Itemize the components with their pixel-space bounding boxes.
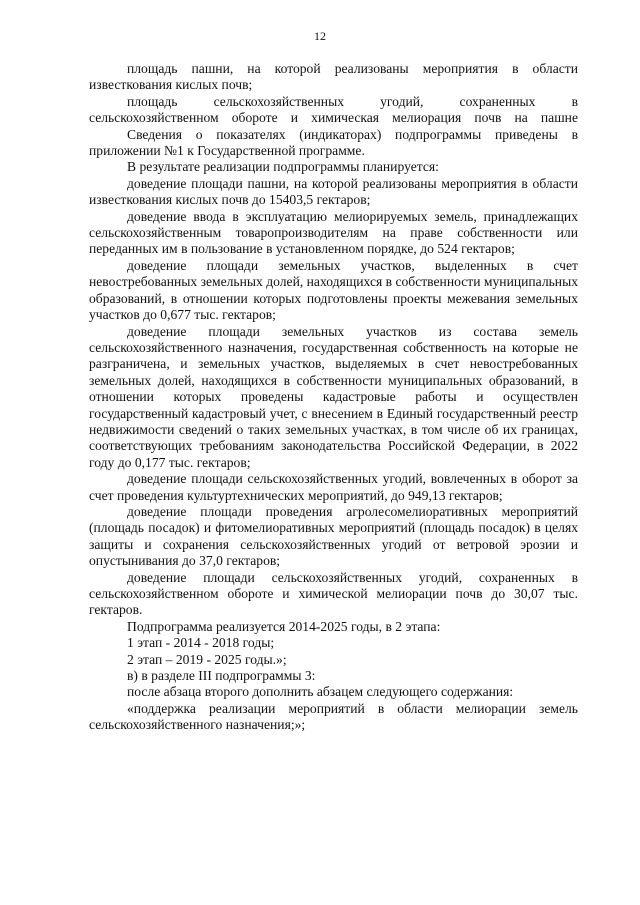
paragraph: доведение площади земельных участков из состава земель сельскохозяйственного назначения, государственная собственность на которые не разграничена, и земельных участков, выделяемых в счет невостребованных земельных долей, находящихся в собственности муниципальных образований, в отношении которых проведены кадастровые работы и осуществлен государственный кадастровый учет, с внесением в Единый государственный реестр недвижимости сведений о таких земельных участках, в том числе об их границах, соответствующих требованиям законодательства Российской Федерации, в 2022 году до 0,177 тыс. гектаров;	[89, 323, 578, 470]
paragraph: после абзаца второго дополнить абзацем следующего содержания:	[127, 684, 514, 700]
paragraph: доведение ввода в эксплуатацию мелиорируемых земель, принадлежащих сельскохозяйственным товаропроизводителям на праве собственности или переданных им в пользование в установленном порядке, до 524 гектаров;	[89, 208, 578, 257]
paragraph: «поддержка реализации мероприятий в области мелиорации земель сельскохозяйственного назначения;»;	[89, 700, 578, 733]
page-number: 12	[314, 29, 326, 43]
paragraph: доведение площади земельных участков, выделенных в счет невостребованных земельных долей, находящихся в собственности муниципальных образований, в отношении которых подготовлены проекты межевания земельных участков до 0,677 тыс. гектаров;	[89, 257, 579, 323]
document-body	[89, 61, 578, 734]
paragraph: доведение площади сельскохозяйственных угодий, сохраненных в сельскохозяйственном обороте и химической мелиорации почв до 30,07 тыс. гектаров.	[89, 569, 578, 618]
paragraph: доведение площади проведения агролесомелиоративных мероприятий (площадь посадок) и фитомелиоративных мероприятий (площадь посадок) в целях защиты и сохранения сельскохозяйственных угодий от ветровой эрозии и опустынивания до 37,0 гектаров;	[89, 503, 578, 569]
paragraph: площадь сельскохозяйственных угодий, сохраненных в сельскохозяйственном обороте и химическая мелиорация почв на пашне	[89, 93, 578, 126]
paragraph: 1 этап - 2014 - 2018 годы;	[127, 635, 275, 651]
paragraph: 2 этап – 2019 - 2025 годы.»;	[127, 651, 287, 667]
paragraph: доведение площади пашни, на которой реализованы мероприятия в области известкования кислых почв до 15403,5 гектаров;	[89, 175, 578, 208]
paragraph: Сведения о показателях (индикаторах) подпрограммы приведены в приложении №1 к Государственной программе.	[89, 126, 578, 159]
paragraph: Подпрограмма реализуется 2014-2025 годы, в 2 этапа:	[127, 618, 441, 634]
paragraph: площадь пашни, на которой реализованы мероприятия в области известкования кислых почв;	[89, 61, 578, 93]
paragraph: доведение площади сельскохозяйственных угодий, вовлеченных в оборот за счет проведения культуртехнических мероприятий, до 949,13 гектаров;	[89, 471, 578, 503]
paragraph: В результате реализации подпрограммы планируется:	[127, 159, 439, 175]
paragraph: в) в разделе III подпрограммы 3:	[127, 668, 316, 684]
